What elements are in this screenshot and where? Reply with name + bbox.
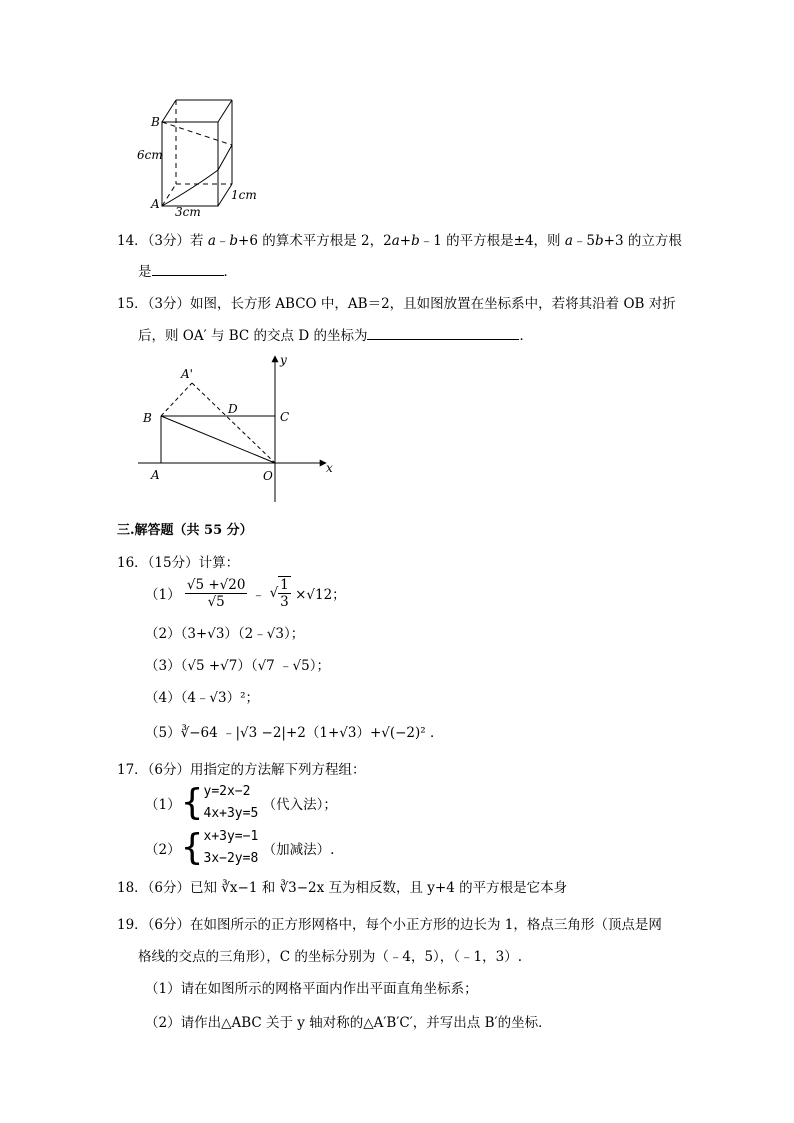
q19-line2: 格线的交点的三角形），C 的坐标分别为（﹣4，5），（﹣1，3）. bbox=[138, 949, 523, 965]
prism-label-height: 6cm bbox=[137, 148, 163, 162]
prism-label-width: 3cm bbox=[175, 205, 201, 219]
q16-part1: （1） $\frac{√5 +√20}{√5}$ ﹣ √ $\frac{1}{3}$ ×√12； bbox=[145, 576, 346, 610]
q14-line1: 14．（3分）若 a﹣b+6 的算术平方根是 2，2a+b﹣1 的平方根是±4，则 a﹣5b+3 的立方根 bbox=[117, 233, 682, 249]
coord-label-d: D bbox=[228, 402, 238, 416]
q19-line1: 19．（6分）在如图所示的正方形网格中，每个小正方形的边长为 1，格点三角形（顶点是网 bbox=[117, 917, 662, 933]
q17-stem: 17．（6分）用指定的方法解下列方程组： bbox=[117, 762, 366, 778]
q17-p2-system: x+3y=−1 3x−2y=8 bbox=[203, 829, 259, 866]
prism-label-b: B bbox=[151, 115, 160, 129]
coord-label-a-prime: A' bbox=[181, 367, 193, 381]
coord-label-a: A bbox=[151, 468, 160, 482]
coord-label-b: B bbox=[143, 411, 152, 425]
q14-line2: 是 ． bbox=[138, 264, 237, 280]
q16-part2: （2）（3+√3）（2﹣√3）； bbox=[145, 626, 305, 642]
q16-stem: 16．（15分）计算： bbox=[117, 555, 240, 571]
q16-p1-sqrt-fraction: $\frac{1}{3}$ bbox=[280, 577, 289, 610]
prism-label-a: A bbox=[151, 197, 160, 211]
q17-p1-system: y=2x−2 4x+3y=5 bbox=[203, 784, 259, 821]
prism-label-depth: 1cm bbox=[231, 188, 257, 202]
coord-label-o: O bbox=[263, 469, 273, 483]
section-title: 三.解答题（共 55 分） bbox=[117, 523, 253, 538]
q19-part2: （2）请作出△ABC 关于 y 轴对称的△A′B′C′，并写出点 B′的坐标． bbox=[145, 1015, 552, 1031]
q17-part2: （2）{x+3y=−1 3x−2y=8 （加减法）. bbox=[145, 827, 335, 868]
prism-figure bbox=[135, 95, 265, 220]
q16-part4: （4）（4﹣√3）²； bbox=[145, 690, 260, 706]
q16-p1-fraction: $\frac{√5 +√20}{√5}$ bbox=[186, 576, 246, 610]
q15-line2: 后，则 OA′ 与 BC 的交点 D 的坐标为 ． bbox=[138, 328, 533, 344]
coord-label-y: y bbox=[280, 353, 287, 367]
q17-part1: （1）{y=2x−2 4x+3y=5 （代入法）； bbox=[145, 782, 337, 823]
q15-answer-blank[interactable] bbox=[367, 327, 519, 340]
q18-text: 18．（6分）已知 ∛x−1 和 ∛3−2x 互为相反数，且 y+4 的平方根是它本身 bbox=[117, 880, 568, 896]
q16-part3: （3）（√5 +√7）（√7 ﹣√5）； bbox=[145, 658, 330, 674]
q14-answer-blank[interactable] bbox=[152, 263, 224, 276]
coord-label-x: x bbox=[326, 461, 333, 475]
q16-part5: （5）∛−64 ﹣|√3 −2|+2（1+√3）+√(−2)² ． bbox=[145, 725, 444, 741]
q19-part1: （1）请在如图所示的网格平面内作出平面直角坐标系； bbox=[145, 981, 478, 997]
coord-label-c: C bbox=[280, 410, 290, 424]
coordinate-figure bbox=[134, 350, 344, 510]
q15-line1: 15．（3分）如图，长方形 ABCO 中，AB＝2，且如图放置在坐标系中，若将其沿着 OB 对折 bbox=[117, 296, 676, 312]
